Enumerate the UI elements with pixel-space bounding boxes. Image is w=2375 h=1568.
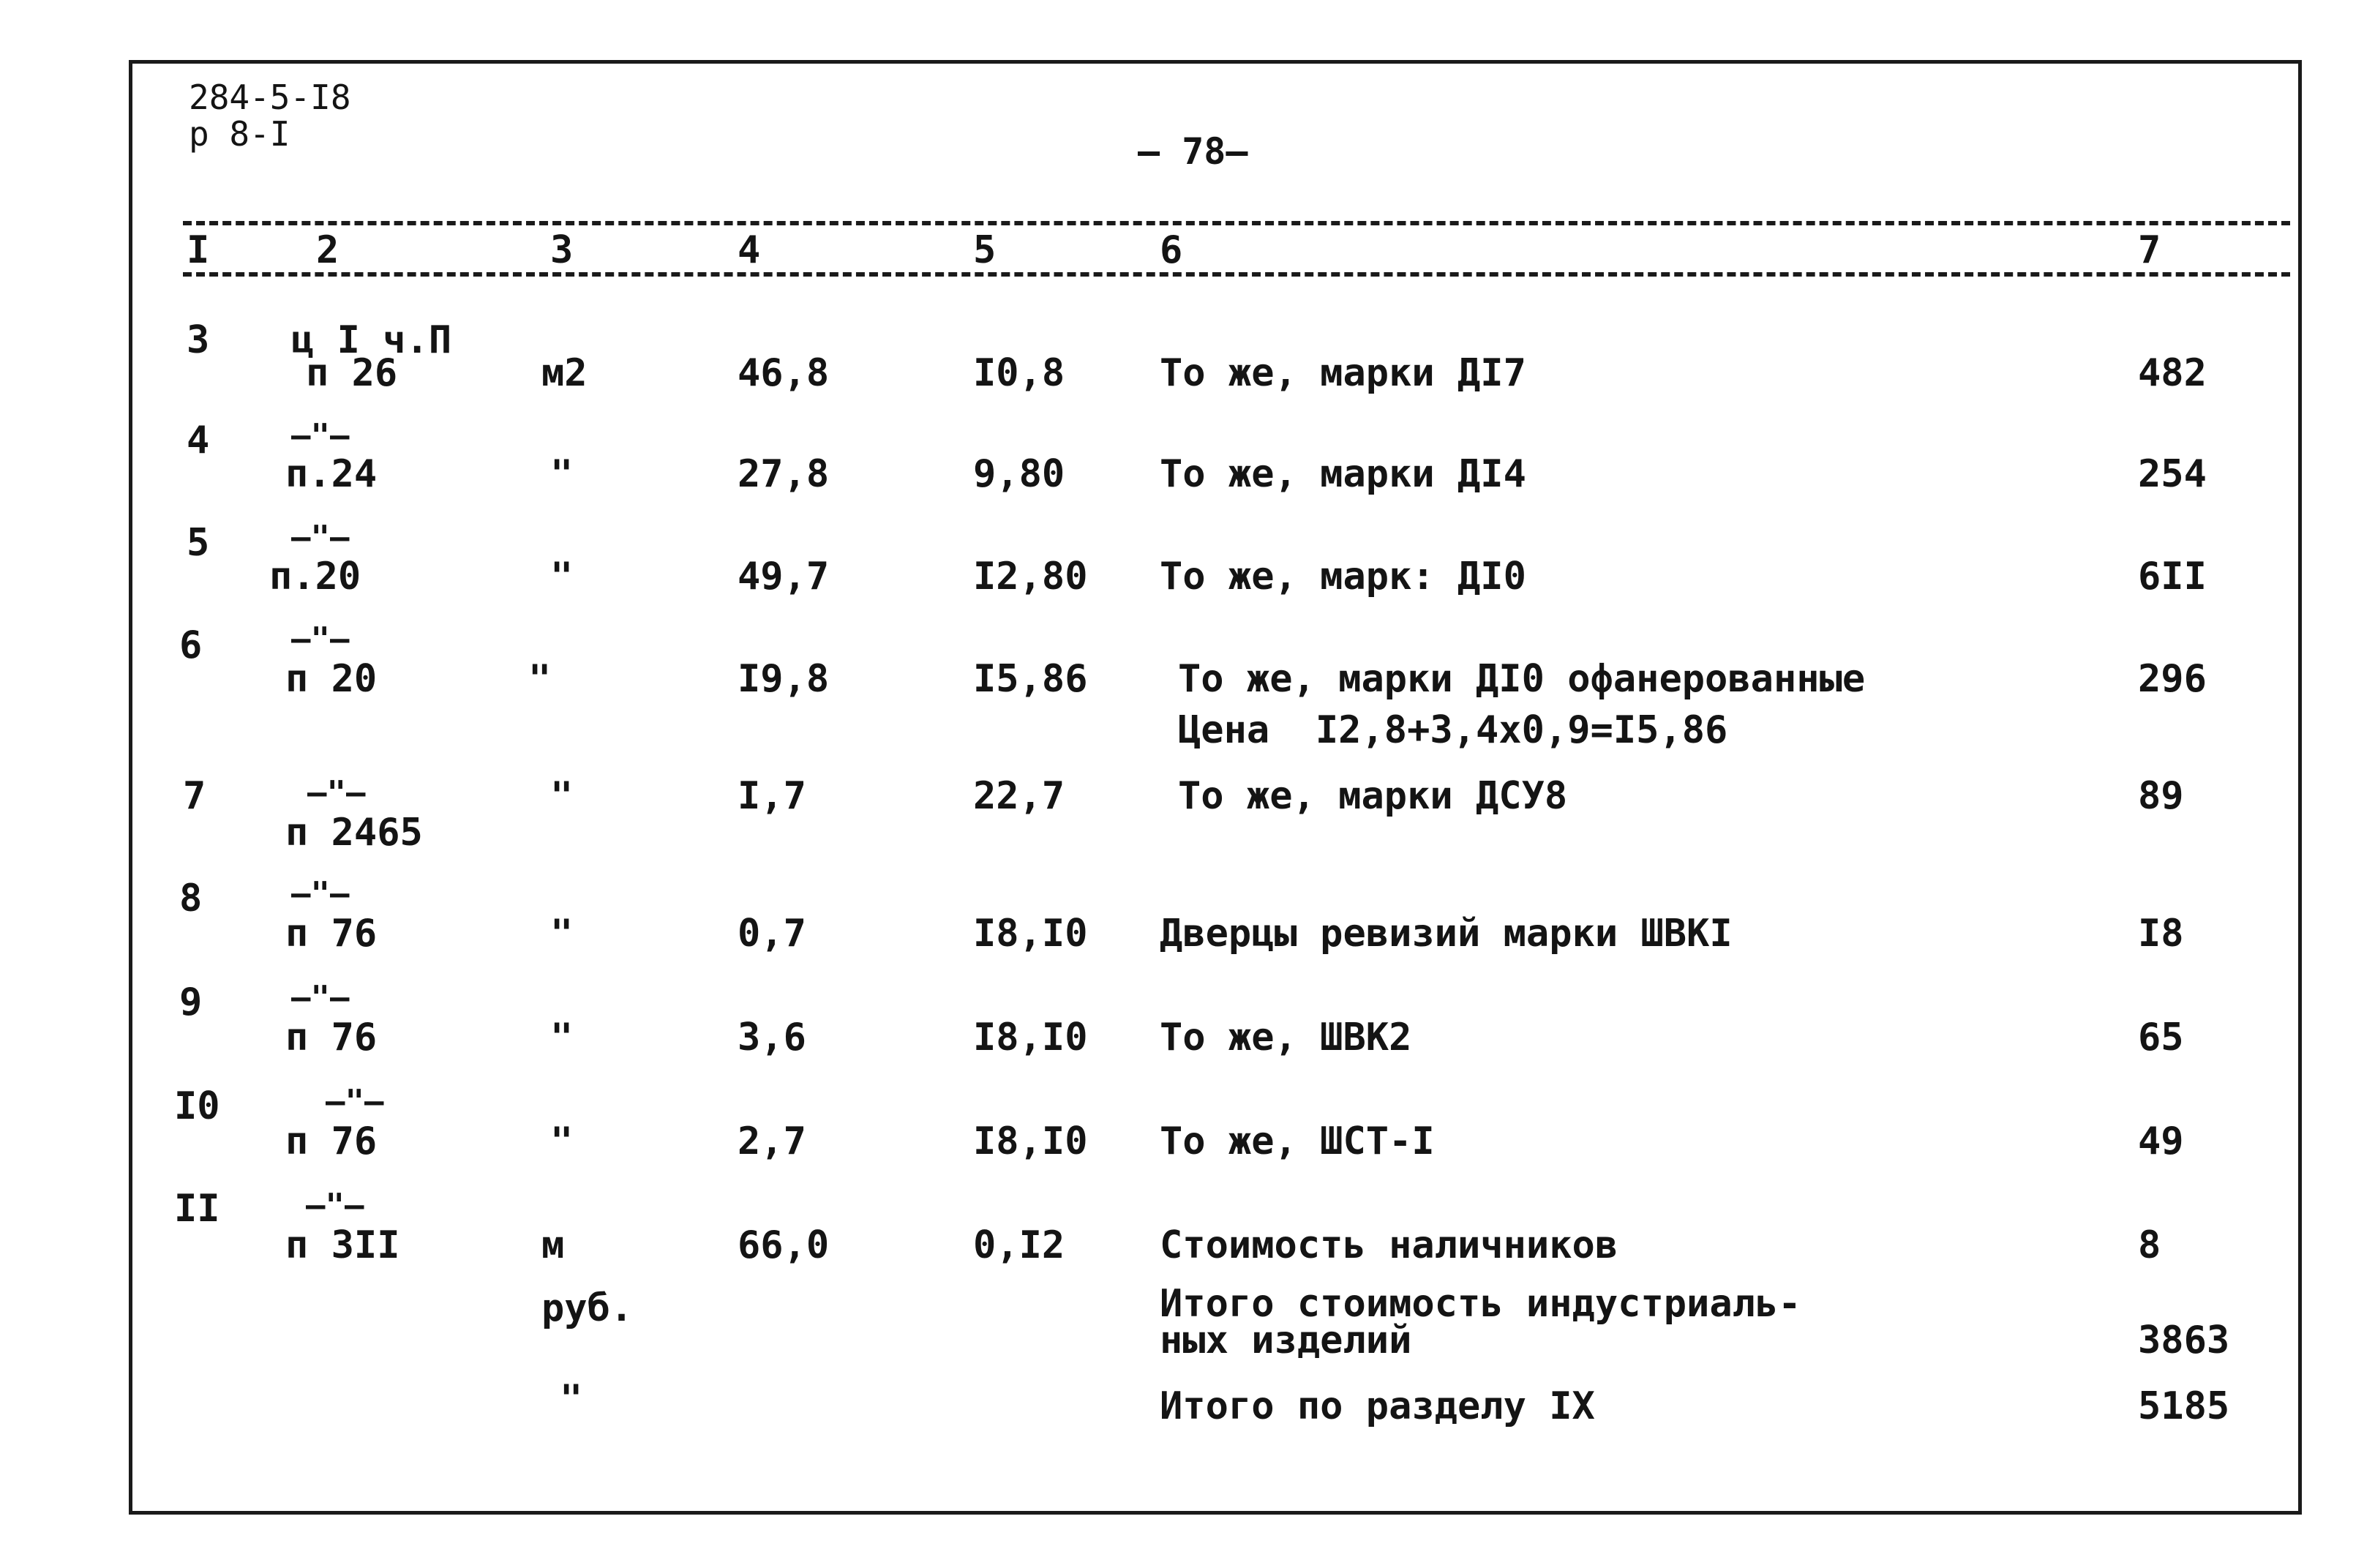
row-total: 65 [2138, 1016, 2184, 1059]
total-label-line1: Итого по разделу IX [1160, 1384, 1595, 1428]
row-description: То же, марки ДI7 [1160, 351, 1526, 395]
row-qty: 2,7 [738, 1119, 806, 1163]
row-number: 7 [183, 774, 206, 818]
row-unit: м2 [541, 351, 588, 395]
row-unit: " [550, 452, 574, 496]
row-total: 254 [2138, 452, 2207, 496]
row-unit: " [550, 1016, 574, 1059]
row-number: II [174, 1187, 220, 1231]
row-price: 9,80 [973, 452, 1065, 496]
row-total: 296 [2138, 657, 2207, 701]
row-description: То же, марк: ДI0 [1160, 555, 1526, 599]
row-qty: I9,8 [738, 657, 830, 701]
row-price: I2,80 [973, 555, 1088, 599]
row-description: Стоимость наличников [1160, 1223, 1618, 1267]
page-number: — 78— [1138, 130, 1248, 173]
col-header-6: 6 [1160, 228, 1183, 272]
row-total: 8 [2138, 1223, 2161, 1267]
row-ref: п 26 [306, 351, 398, 395]
row-unit: " [550, 912, 574, 956]
row-unit: " [550, 1119, 574, 1163]
row-price: 22,7 [973, 774, 1065, 818]
row-total: 49 [2138, 1119, 2184, 1163]
row-unit: " [550, 555, 574, 599]
header-rule-bottom [183, 272, 2290, 277]
row-price: I8,I0 [973, 1119, 1088, 1163]
row-qty: 49,7 [738, 555, 830, 599]
row-ref-top: —"— [291, 620, 350, 658]
row-ref-top: —"— [291, 875, 350, 912]
col-header-2: 2 [316, 228, 339, 272]
row-ref-top: —"— [291, 417, 350, 454]
row-price: I8,I0 [973, 1016, 1088, 1059]
total-label-line1: Итого стоимость индустриаль- [1160, 1282, 1801, 1326]
row-qty: 27,8 [738, 452, 830, 496]
row-total: 6II [2138, 555, 2207, 599]
row-price: I0,8 [973, 351, 1065, 395]
col-header-3: 3 [550, 228, 574, 272]
total-label-line2: ных изделий [1160, 1318, 1412, 1362]
row-description: То же, ШСТ-I [1160, 1119, 1435, 1163]
row-number: 9 [179, 980, 203, 1024]
row-ref-top: ц I ч.П [291, 318, 452, 362]
row-ref: п 76 [285, 1016, 378, 1059]
row-qty: I,7 [738, 774, 806, 818]
row-price: I5,86 [973, 657, 1088, 701]
row-qty: 66,0 [738, 1223, 830, 1267]
row-description: То же, марки ДСУ8 [1178, 774, 1568, 818]
row-price: I8,I0 [973, 912, 1088, 956]
row-total: 482 [2138, 351, 2207, 395]
row-qty: 46,8 [738, 351, 830, 395]
row-total: I8 [2138, 912, 2184, 956]
row-unit: " [550, 774, 574, 818]
row-ref-top: —"— [326, 1083, 384, 1120]
col-header-7: 7 [2138, 228, 2161, 272]
total-unit: руб. [541, 1286, 634, 1330]
row-ref: п.24 [285, 452, 378, 496]
row-number: 8 [179, 877, 203, 920]
doc-code: 284-5-I8 [189, 78, 351, 117]
row-description: То же, марки ДI0 офанерованные [1178, 657, 1866, 701]
row-ref-top: —"— [291, 979, 350, 1016]
row-ref-top: —"— [291, 519, 350, 556]
col-header-1: I [187, 228, 210, 272]
row-number: I0 [174, 1084, 220, 1128]
sheet-number: р 8-I [189, 114, 290, 154]
col-header-5: 5 [973, 228, 997, 272]
row-unit: " [528, 657, 552, 701]
row-ref: п.20 [269, 555, 361, 599]
row-ref-top: —"— [307, 774, 366, 811]
total-value: 3863 [2138, 1318, 2230, 1362]
row-ref: п 76 [285, 912, 378, 956]
row-description: То же, ШВК2 [1160, 1016, 1412, 1059]
row-description: Дверцы ревизий марки ШВКI [1160, 912, 1733, 956]
row-ref: п 76 [285, 1119, 378, 1163]
header-rule-top [183, 221, 2290, 225]
row-unit: м [541, 1223, 565, 1267]
row-qty: 3,6 [738, 1016, 806, 1059]
total-unit: " [560, 1377, 583, 1421]
row-ref: п 3II [285, 1223, 400, 1267]
row-description: То же, марки ДI4 [1160, 452, 1526, 496]
row-number: 4 [187, 419, 210, 462]
row-ref-top: —"— [306, 1187, 364, 1224]
row-number: 6 [179, 623, 203, 667]
row-qty: 0,7 [738, 912, 806, 956]
row-price: 0,I2 [973, 1223, 1065, 1267]
row-description-2: Цена I2,8+3,4х0,9=I5,86 [1178, 708, 1728, 752]
row-number: 5 [187, 521, 210, 565]
col-header-4: 4 [738, 228, 761, 272]
total-value: 5185 [2138, 1384, 2230, 1428]
row-ref: п 2465 [285, 811, 423, 855]
row-ref: п 20 [285, 657, 378, 701]
row-total: 89 [2138, 774, 2184, 818]
row-number: 3 [187, 318, 210, 362]
